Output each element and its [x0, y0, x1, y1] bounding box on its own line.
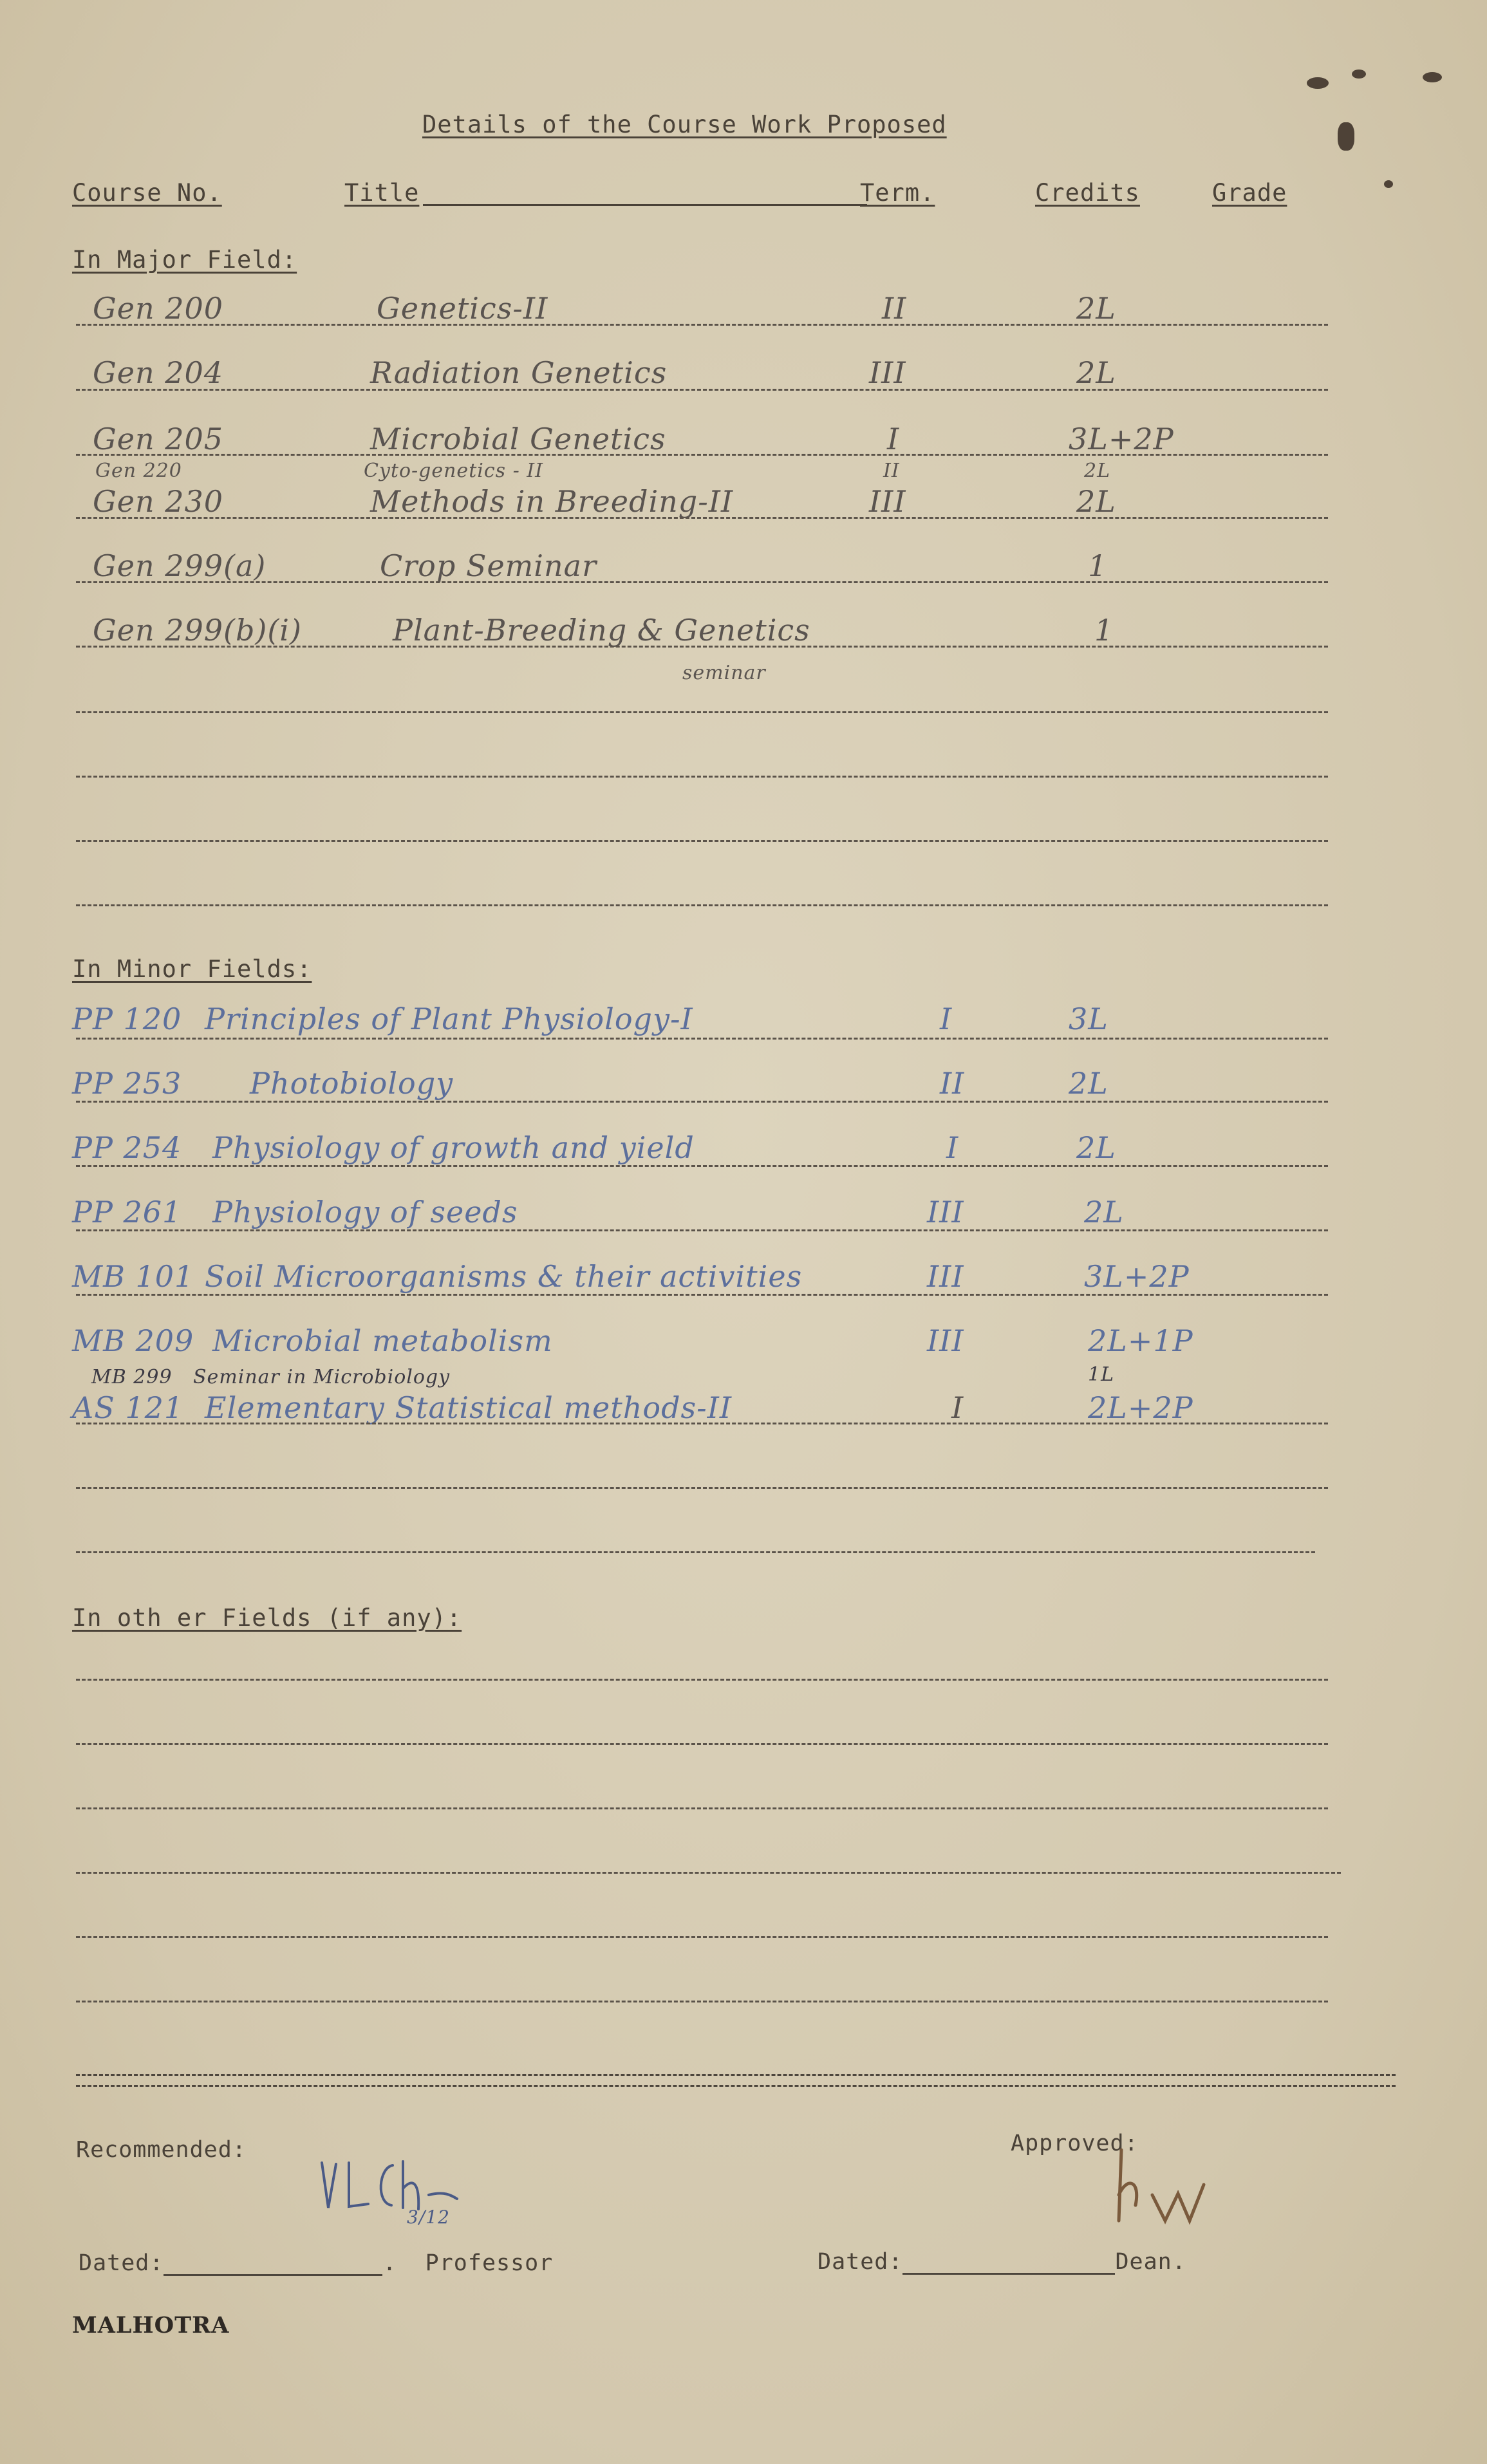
- minor-course: MB 101: [72, 1259, 194, 1294]
- minor-credits: 2L+1P: [1088, 1323, 1193, 1358]
- major-course: Gen 299(a): [93, 548, 267, 583]
- double-separator: [76, 2074, 1396, 2087]
- ruled-line: [76, 1101, 1328, 1103]
- ruled-line: [76, 2001, 1328, 2002]
- ruled-line: [76, 517, 1328, 519]
- ruled-line: [76, 1038, 1328, 1040]
- minor-title: Photobiology: [250, 1066, 454, 1101]
- minor-credits: 3L: [1069, 1002, 1108, 1036]
- minor-credits: 2L: [1076, 1130, 1116, 1165]
- minor-term: III: [927, 1195, 964, 1229]
- minor-credits: 2L: [1069, 1066, 1108, 1101]
- ruled-line: [76, 1551, 1315, 1553]
- ruled-line: [76, 1743, 1328, 1745]
- minor-term: I: [940, 1002, 953, 1036]
- minor-title: Principles of Plant Physiology-I: [205, 1002, 693, 1036]
- ink-stain: [1307, 77, 1329, 89]
- ruled-line: [76, 1679, 1328, 1681]
- minor-term: III: [927, 1259, 964, 1294]
- minor-credits: 2L: [1084, 1195, 1124, 1229]
- minor-title: Physiology of seeds: [212, 1195, 518, 1229]
- minor-credits: 3L+2P: [1084, 1259, 1190, 1294]
- ruled-line: [76, 1229, 1328, 1231]
- professor-signature: [309, 2150, 502, 2246]
- major-credits: 3L+2P: [1069, 422, 1174, 456]
- major-course: Gen 205: [93, 422, 224, 456]
- page-title: Details of the Course Work Proposed: [422, 111, 947, 138]
- major-credits: 2L: [1076, 291, 1116, 326]
- major-title: Methods in Breeding-II: [370, 484, 734, 519]
- ruled-line: [76, 324, 1328, 326]
- minor-course: MB 299: [91, 1366, 173, 1388]
- minor-title: Seminar in Microbiology: [193, 1366, 451, 1388]
- major-term: III: [869, 355, 906, 390]
- header-term: Term.: [860, 179, 935, 207]
- approved-label: Approved:: [1011, 2131, 1139, 2156]
- header-grade: Grade: [1212, 179, 1287, 207]
- dean-signature: [1107, 2143, 1223, 2234]
- minor-course: PP 254: [72, 1130, 182, 1165]
- ruled-line: [76, 1423, 1328, 1424]
- major-title: Plant-Breeding & Genetics: [393, 613, 810, 648]
- major-title: Crop Seminar: [380, 548, 597, 583]
- major-credits: 1: [1094, 613, 1114, 648]
- professor-label: Professor: [425, 2250, 554, 2276]
- ink-stain: [1384, 180, 1393, 188]
- major-title: Cyto-genetics - II: [364, 460, 543, 482]
- ruled-line: [76, 711, 1328, 713]
- ink-stain: [1338, 122, 1354, 151]
- minor-course: PP 253: [72, 1066, 182, 1101]
- ruled-line: [76, 389, 1328, 391]
- minor-credits: 1L: [1088, 1363, 1115, 1386]
- minor-title: Physiology of growth and yield: [212, 1130, 695, 1165]
- ruled-line: [76, 904, 1328, 906]
- ruled-line: [76, 454, 1328, 456]
- minor-course: PP 120: [72, 1002, 182, 1036]
- ruled-line: [76, 1807, 1328, 1809]
- dated-left: Dated: . Professor: [79, 2250, 554, 2276]
- minor-term: I: [951, 1390, 964, 1425]
- signature-date: 3/12: [407, 2207, 450, 2228]
- major-title: Microbial Genetics: [370, 422, 666, 456]
- dean-label: Dean.: [1115, 2249, 1186, 2275]
- major-course: Gen 220: [95, 460, 182, 482]
- header-course-no: Course No.: [72, 179, 222, 207]
- minor-field-heading: In Minor Fields:: [72, 955, 312, 983]
- minor-course: AS 121: [72, 1390, 184, 1425]
- major-field-heading: In Major Field:: [72, 246, 297, 274]
- major-term: II: [882, 291, 907, 326]
- major-title: Radiation Genetics: [370, 355, 668, 390]
- header-title: Title: [344, 179, 867, 207]
- name-stamp: MALHOTRA: [72, 2312, 230, 2338]
- ink-stain: [1352, 70, 1366, 79]
- other-field-heading: In oth er Fields (if any):: [72, 1604, 462, 1632]
- ruled-line: [76, 646, 1328, 648]
- ink-stain: [1423, 72, 1442, 82]
- minor-credits: 2L+2P: [1088, 1390, 1193, 1425]
- minor-course: MB 209: [72, 1323, 194, 1358]
- minor-term: III: [927, 1323, 964, 1358]
- minor-course: PP 261: [72, 1195, 182, 1229]
- minor-title: Elementary Statistical methods-II: [205, 1390, 733, 1425]
- major-course: Gen 204: [93, 355, 224, 390]
- header-credits: Credits: [1035, 179, 1140, 207]
- major-term: II: [883, 460, 900, 482]
- minor-term: I: [946, 1130, 959, 1165]
- major-credits: 1: [1088, 548, 1108, 583]
- major-course: Gen 200: [93, 291, 224, 326]
- recommended-label: Recommended:: [76, 2137, 247, 2163]
- ruled-line: [76, 581, 1328, 583]
- minor-title: Soil Microorganisms & their activities: [205, 1259, 803, 1294]
- major-course: Gen 299(b)(i): [93, 613, 302, 648]
- major-term: I: [887, 422, 900, 456]
- major-title: Genetics-II: [377, 291, 548, 326]
- major-term: III: [869, 484, 906, 519]
- minor-title: Microbial metabolism: [212, 1323, 553, 1358]
- major-note: seminar: [682, 662, 766, 684]
- ruled-line: [76, 1487, 1328, 1489]
- ruled-line: [76, 1872, 1341, 1874]
- major-course: Gen 230: [93, 484, 224, 519]
- ruled-line: [76, 776, 1328, 778]
- dated-right: Dated: Dean.: [818, 2249, 1186, 2275]
- major-credits: 2L: [1076, 355, 1116, 390]
- minor-term: II: [940, 1066, 965, 1101]
- ruled-line: [76, 1294, 1328, 1296]
- ruled-line: [76, 1165, 1328, 1167]
- ruled-line: [76, 840, 1328, 842]
- ruled-line: [76, 1936, 1328, 1938]
- major-credits: 2L: [1084, 460, 1111, 482]
- major-credits: 2L: [1076, 484, 1116, 519]
